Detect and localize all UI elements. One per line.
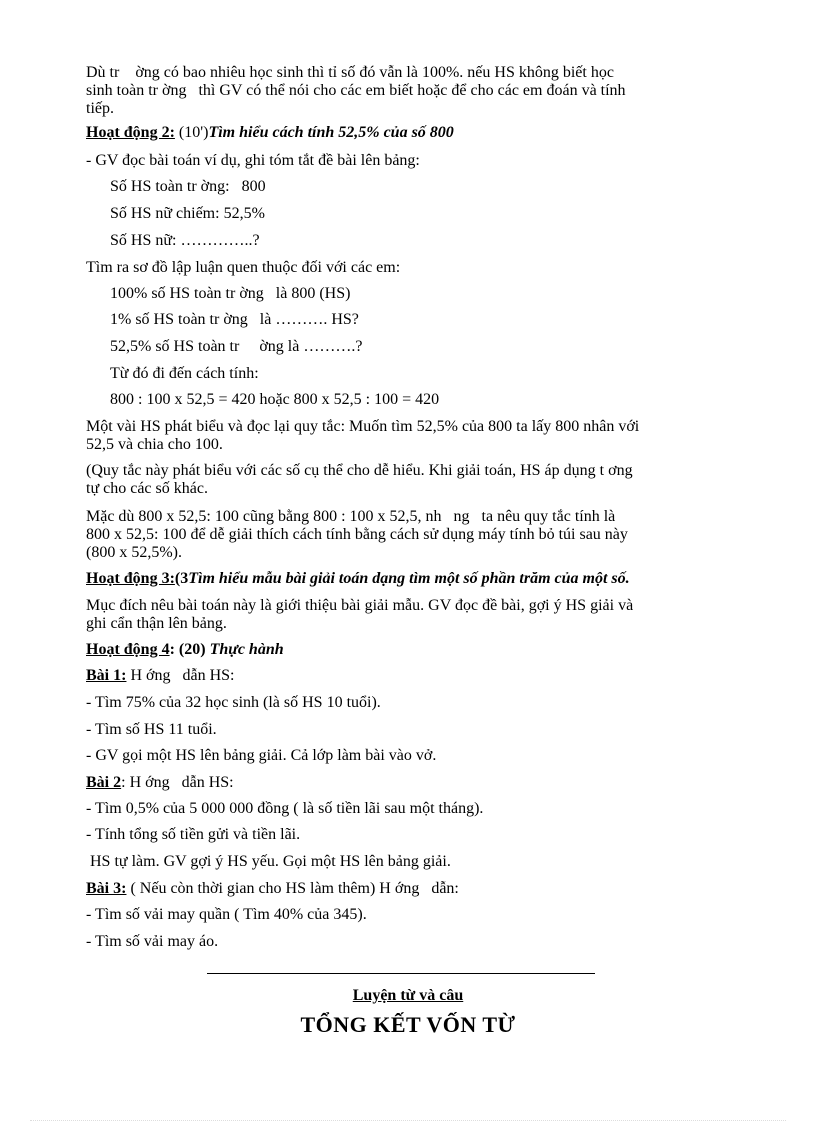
activity-label: Hoạt động 4 [86,641,170,658]
text-line: - GV gọi một HS lên bảng giải. Cả lớp làm bài vào vở. [86,747,437,764]
exercise-1-heading [86,667,234,685]
activity-3-heading [86,570,630,588]
text-line: - GV đọc bài toán ví dụ, ghi tóm tắt đề bài lên bảng: [86,152,420,169]
paragraph-line: Một vài HS phát biểu và đọc lại quy tắc: Muốn tìm 52,5% của 800 ta lấy 800 nhân với [86,418,640,435]
text-line: - Tìm 0,5% của 5 000 000 đồng ( là số tiền lãi sau một tháng). [86,800,484,817]
activity-label: Hoạt động 2: [86,124,175,141]
activity-time: (10') [174,124,209,141]
text-line: - Tính tổng số tiền gửi và tiền lãi. [86,826,301,843]
exercise-3-heading [86,880,459,898]
text-line: Từ đó đi đến cách tính: [110,365,259,382]
exercise-label: Bài 3: [86,880,127,897]
activity-title: Thực hành [205,641,284,658]
section-title: TỔNG KẾT VỐN TỪ [300,1012,516,1037]
activity-title: Tìm hiểu cách tính 52,5% của số 800 [208,124,454,141]
paragraph-line: tiếp. [86,100,114,117]
paragraph-line: (800 x 52,5%). [86,544,182,561]
paragraph-line: (Quy tắc này phát biểu với các số cụ thể cho dễ hiểu. Khi giải toán, HS áp dụng t ơng [86,462,633,479]
formula-line: 800 : 100 x 52,5 = 420 hoặc 800 x 52,5 : 100 = 420 [110,391,440,408]
paragraph-line: 800 x 52,5: 100 để dễ giải thích cách tính bằng cách sử dụng máy tính bỏ túi sau này [86,526,628,543]
page-edge-divider [30,1120,786,1121]
paragraph-line: Mặc dù 800 x 52,5: 100 cũng bằng 800 : 100 x 52,5, nh ng ta nêu quy tắc tính là [86,508,616,525]
activity-4-heading [86,641,284,659]
text-line: Số HS nữ: …………..? [110,232,260,249]
paragraph-line: Dù tr ờng có bao nhiêu học sinh thì tỉ số đó vẫn là 100%. nếu HS không biết học [86,64,614,81]
text-line: - Tìm số vải may quần ( Tìm 40% của 345). [86,906,367,923]
exercise-label: Bài 1: [86,667,127,684]
paragraph-line: sinh toàn tr ờng thì GV có thể nói cho các em biết hoặc để cho các em đoán và tính [86,82,626,99]
activity-time: (3 [174,570,189,587]
text-line: - Tìm số HS 11 tuổi. [86,721,217,738]
text-line: Số HS nữ chiếm: 52,5% [110,205,265,222]
activity-time: : (20) [169,641,206,658]
exercise-label: Bài 2 [86,774,122,791]
paragraph-line: Mục đích nêu bài toán này là giới thiệu bài giải mẫu. GV đọc đề bài, gợi ý HS giải và [86,597,634,614]
exercise-instruction: H ớng dẫn HS: [126,667,235,684]
exercise-instruction: : H ớng dẫn HS: [121,774,234,791]
exercise-2-heading [86,774,234,792]
text-line: HS tự làm. GV gợi ý HS yếu. Gọi một HS lên bảng giải. [86,853,451,870]
paragraph-line: ghi cẩn thận lên bảng. [86,615,227,632]
text-line: 52,5% số HS toàn tr ờng là ……….? [110,338,363,355]
section-divider [207,973,595,974]
activity-label: Hoạt động 3: [86,570,175,587]
activity-title: Tìm hiểu mẫu bài giải toán dạng tìm một số phần trăm của một số. [188,570,630,587]
text-line: - Tìm 75% của 32 học sinh (là số HS 10 tuổi). [86,694,381,711]
text-line: 100% số HS toàn tr ờng là 800 (HS) [110,285,351,302]
exercise-instruction: ( Nếu còn thời gian cho HS làm thêm) H ớng dẫn: [126,880,459,897]
text-line: Số HS toàn tr ờng: 800 [110,178,266,195]
section-subject: Luyện từ và câu [352,987,464,1004]
paragraph-line: 52,5 và chia cho 100. [86,436,223,453]
text-line: - Tìm số vải may áo. [86,933,219,950]
text-line: Tìm ra sơ đồ lập luận quen thuộc đối với các em: [86,259,401,276]
paragraph-line: tự cho các số khác. [86,480,208,497]
text-line: 1% số HS toàn tr ờng là ………. HS? [110,311,359,328]
activity-2-heading [86,124,454,142]
